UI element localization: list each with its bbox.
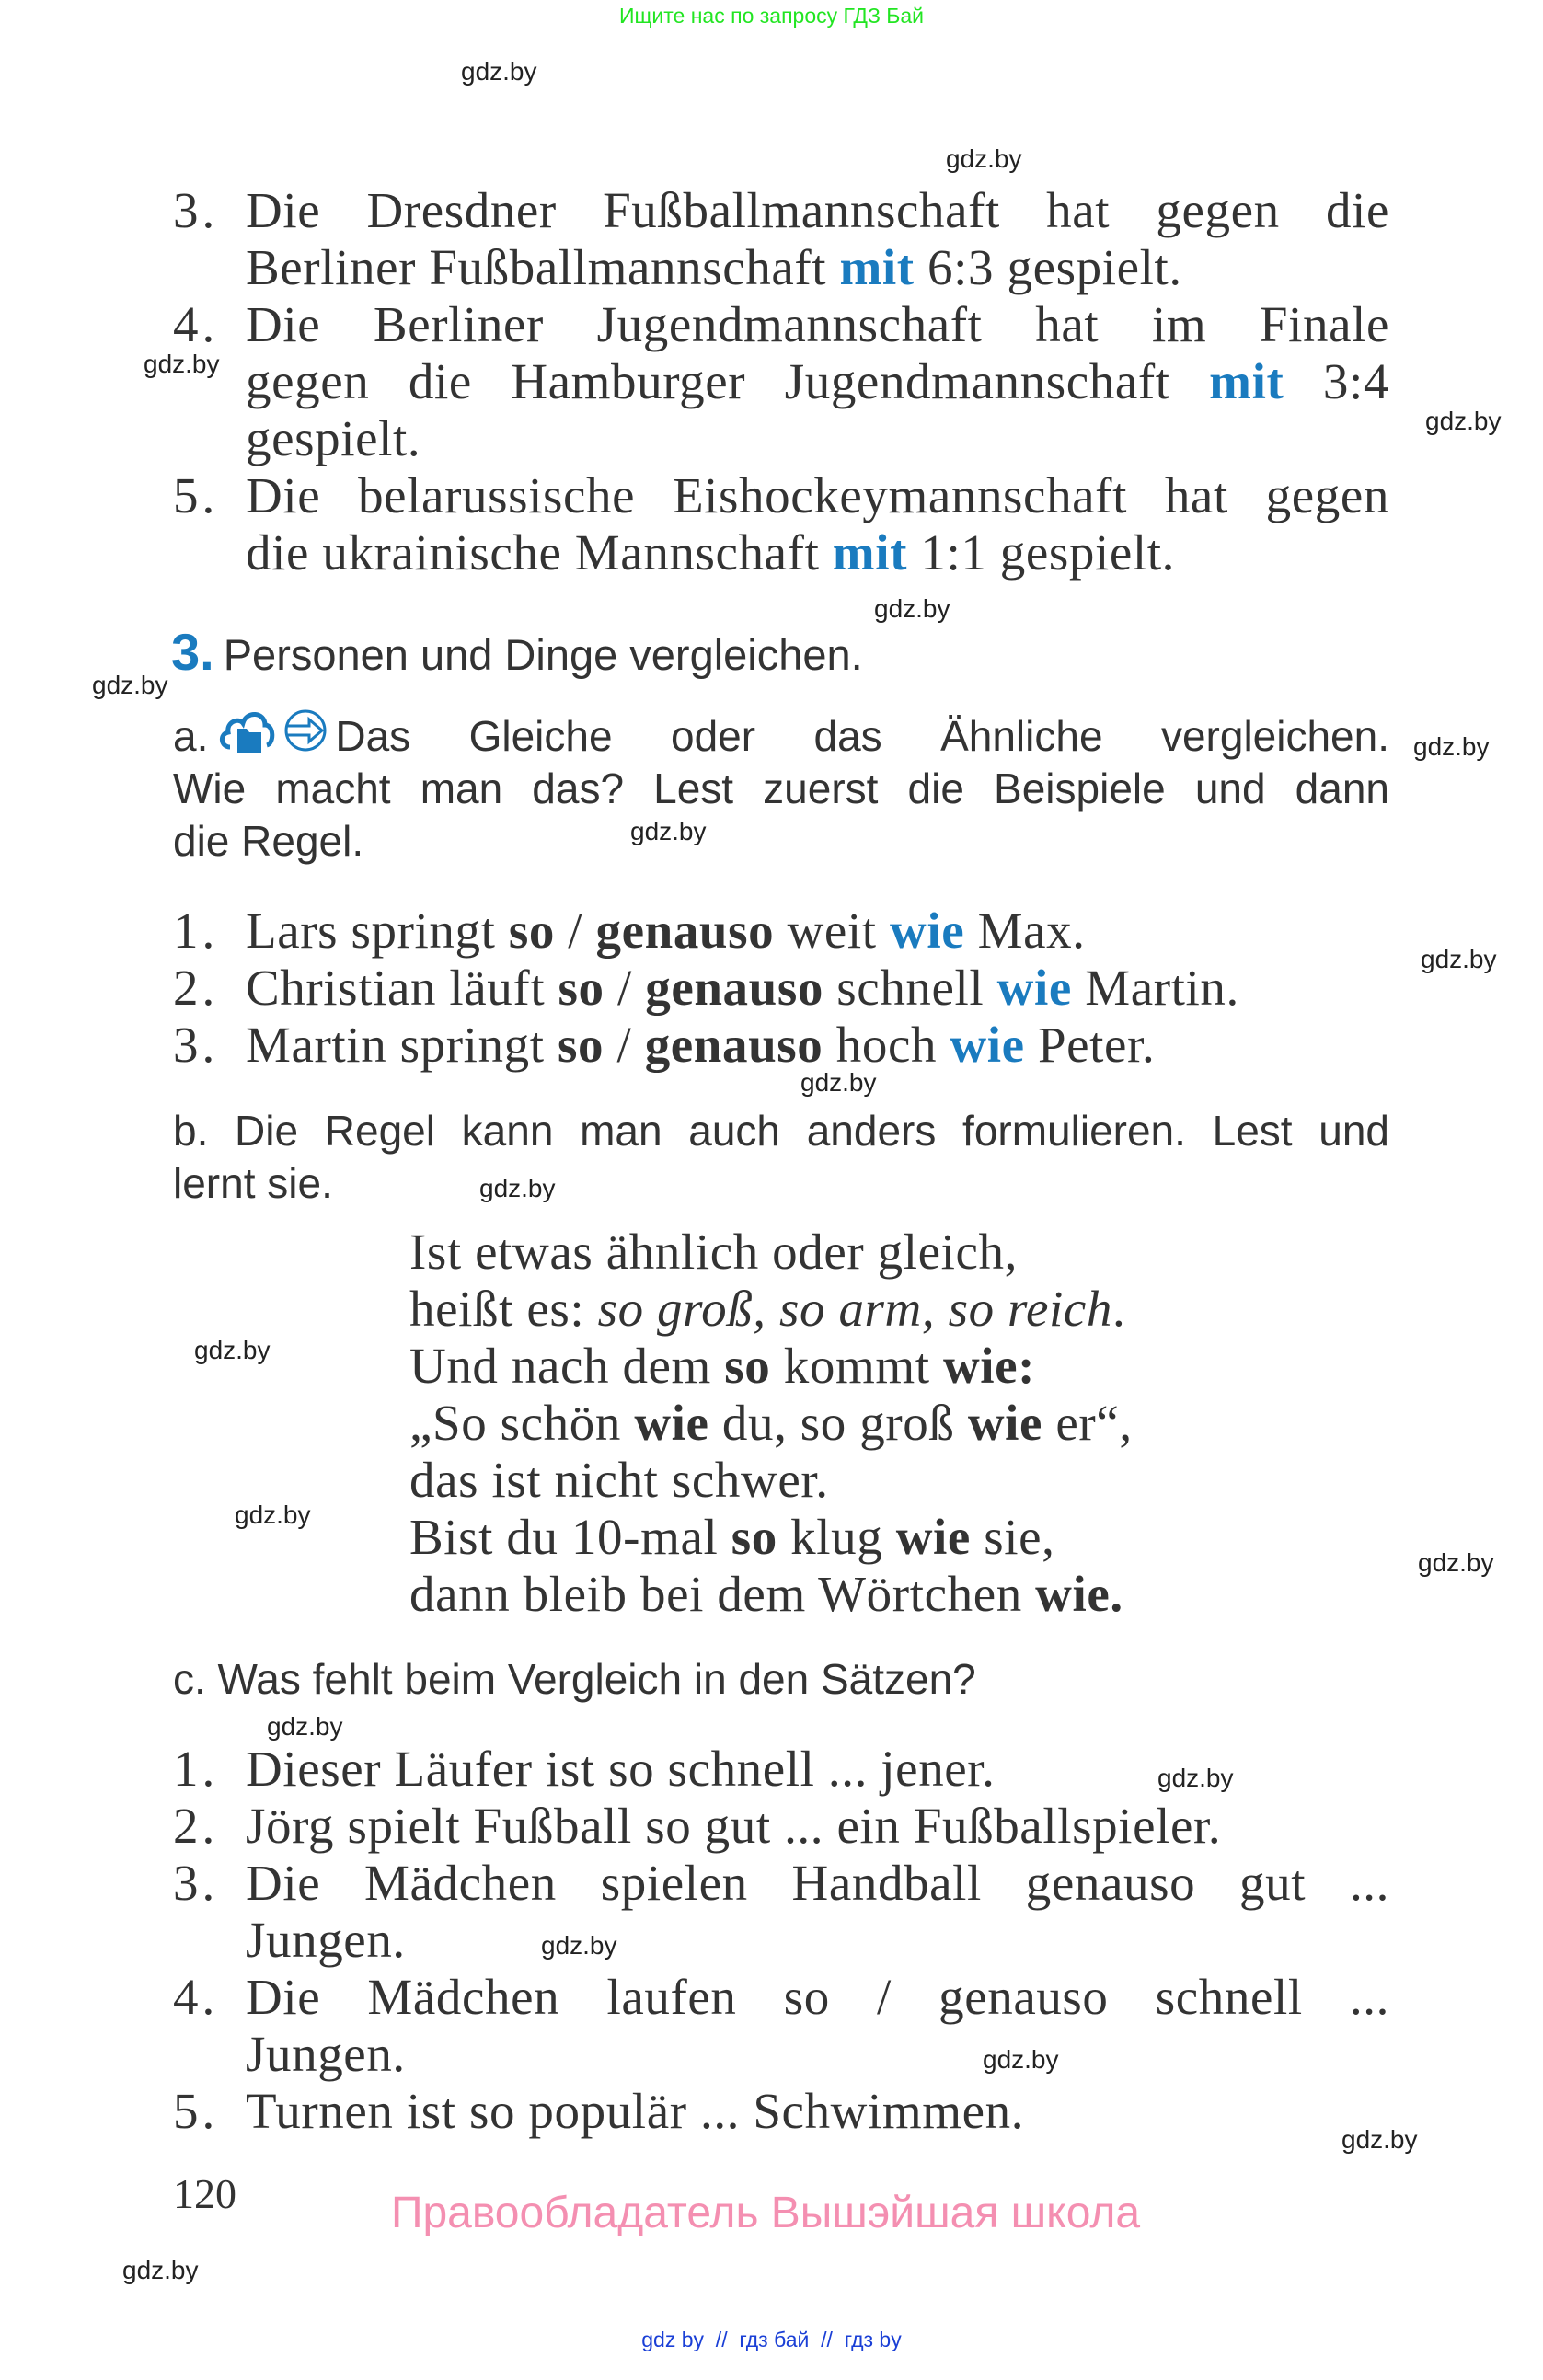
text-segment: Dieser Läufer ist so schnell ... jener. [246, 1741, 996, 1797]
item-number: 4. [173, 1969, 219, 2025]
text-segment: die ukrainische Mannschaft [246, 524, 833, 581]
highlight-word: wie [890, 903, 965, 959]
highlight-word: wie [996, 960, 1072, 1016]
watermark: gdz.by [1157, 1764, 1234, 1792]
watermark: gdz.by [194, 1336, 271, 1364]
line-text [246, 1969, 1389, 2026]
task-a-text: Das Gleiche oder das Ähnliche vergleichen. [335, 712, 1389, 760]
task-b-line: lernt sie. [173, 1159, 333, 1207]
cloud-folder-icon[interactable] [217, 707, 276, 766]
text-segment: heißt es: [409, 1281, 598, 1337]
text-segment: 1:1 gespielt. [907, 524, 1176, 581]
line-text [409, 1452, 1349, 1509]
text-line [173, 1969, 1389, 2026]
watermark: gdz.by [267, 1712, 343, 1741]
item-number: 2. [173, 1798, 219, 1854]
text-segment: Die Berliner Jugendmannschaft hat im Finale [246, 296, 1389, 352]
text-line [173, 410, 1389, 467]
item-number: 5. [173, 2083, 219, 2139]
circle-arrow-icon[interactable] [283, 708, 328, 765]
task-c [173, 1653, 1389, 1706]
watermark: gdz.by [1341, 2125, 1418, 2154]
text-segment: / [604, 1017, 645, 1073]
text-segment: Martin springt [246, 1017, 558, 1073]
line-text [246, 960, 1389, 1017]
watermark: gdz.by [92, 671, 168, 699]
bold-word: so [731, 1509, 777, 1565]
task-b [173, 1105, 1389, 1210]
task-a-line [173, 710, 1389, 763]
text-segment: Ist etwas ähnlich oder gleich, [409, 1224, 1018, 1280]
watermark: gdz.by [1418, 1548, 1494, 1577]
text-segment: Jungen. [246, 2026, 406, 2082]
task-a-line: die Regel. [173, 817, 364, 865]
text-segment: / [604, 960, 646, 1016]
text-segment: weit [774, 903, 891, 959]
watermark: gdz.by [479, 1174, 556, 1202]
text-line [173, 296, 1389, 353]
copyright-notice: Правообладатель Вышэйшая школа [390, 2189, 1141, 2237]
text-segment: Jörg spielt Fußball so gut ... ein Fußballspieler. [246, 1798, 1222, 1854]
item-number: 5. [173, 467, 219, 523]
line-text [246, 524, 1389, 581]
line-text [409, 1509, 1349, 1566]
watermark: gdz.by [1413, 732, 1490, 761]
text-segment: Berliner Fußballmannschaft [246, 239, 840, 295]
watermark: gdz.by [983, 2045, 1059, 2074]
line-text [409, 1338, 1349, 1395]
bold-word: wie. [1035, 1566, 1123, 1622]
text-line [173, 903, 1389, 960]
page-number: 120 [173, 2170, 236, 2217]
text-segment: Peter. [1024, 1017, 1156, 1073]
line-text [246, 182, 1389, 239]
line-text [246, 2083, 1389, 2140]
text-segment: Die Mädchen spielen Handball genauso gut ... [246, 1855, 1389, 1911]
highlight-word: mit [839, 239, 915, 295]
exercise-c-list [173, 1741, 1389, 2140]
item-number: 3. [173, 1855, 219, 1911]
italic-text: so groß, so arm, so reich [597, 1281, 1112, 1337]
line-text [246, 467, 1389, 524]
watermark: gdz.by [1421, 945, 1497, 973]
watermark: gdz.by [144, 350, 220, 378]
line-text [246, 2026, 1389, 2083]
text-segment: das ist nicht schwer. [409, 1452, 829, 1508]
examples-list [173, 903, 1389, 1074]
line-text [246, 296, 1389, 353]
bold-word: so [724, 1338, 771, 1394]
line-text [409, 1566, 1349, 1623]
text-segment: / [554, 903, 596, 959]
bold-word: so [508, 903, 555, 959]
text-segment: Lars springt [246, 903, 509, 959]
line-text [409, 1395, 1349, 1452]
item-number: 4. [173, 296, 219, 352]
line-text [409, 1281, 1349, 1338]
text-line [337, 1509, 1349, 1566]
text-segment: Die Mädchen laufen so / genauso schnell ... [246, 1969, 1389, 2025]
text-segment: dann bleib bei dem Wörtchen [409, 1566, 1036, 1622]
text-segment: gespielt. [246, 410, 421, 466]
text-line [173, 1798, 1389, 1855]
header-search-hint[interactable]: Ищите нас по запросу ГДЗ Бай [618, 4, 925, 28]
watermark: gdz.by [1425, 407, 1502, 435]
text-line [337, 1338, 1349, 1395]
bold-word: wie: [942, 1338, 1036, 1394]
item-number: 2. [173, 960, 219, 1016]
text-line [173, 182, 1389, 239]
text-line [173, 467, 1389, 524]
watermark: gdz.by [874, 594, 950, 623]
watermark: gdz.by [946, 144, 1022, 173]
text-line [173, 524, 1389, 581]
text-segment: gegen die Hamburger Jugendmannschaft [246, 353, 1210, 409]
text-segment: Die belarussische Eishockeymannschaft hat gegen [246, 467, 1389, 523]
text-segment: Die Dresdner Fußballmannschaft hat gegen die [246, 182, 1389, 238]
text-segment: „So schön [409, 1395, 635, 1451]
watermark: gdz.by [541, 1931, 617, 1960]
text-segment: Martin. [1071, 960, 1239, 1016]
bold-word: wie [967, 1395, 1043, 1451]
line-text [246, 1855, 1389, 1912]
text-segment: Bist du 10-mal [409, 1509, 731, 1565]
text-line [337, 1395, 1349, 1452]
task-b-line: b. Die Regel kann man auch anders formulieren. Lest und [173, 1107, 1389, 1155]
text-line [173, 1855, 1389, 1912]
watermark: gdz.by [122, 2256, 199, 2284]
text-segment: hoch [823, 1017, 950, 1073]
task-a-line: Wie macht man das? Lest zuerst die Beispiele und dann [173, 765, 1389, 812]
line-text [246, 410, 1389, 467]
bold-word: wie [895, 1509, 971, 1565]
line-text [409, 1224, 1349, 1281]
line-text [246, 239, 1389, 296]
bold-word: so [558, 960, 605, 1016]
bold-word: so [557, 1017, 605, 1073]
bold-word: wie [634, 1395, 709, 1451]
text-segment: Und nach dem [409, 1338, 725, 1394]
poem [337, 1224, 1349, 1623]
footer-links[interactable]: gdz by // гдз бай // гдз by [641, 2328, 902, 2351]
text-segment: sie, [970, 1509, 1055, 1565]
watermark: gdz.by [461, 57, 537, 86]
text-line [173, 960, 1389, 1017]
item-number: 3. [173, 182, 219, 238]
watermark: gdz.by [235, 1500, 311, 1529]
text-segment: Jungen. [246, 1912, 406, 1968]
exercise-heading [171, 622, 863, 682]
sentences-top [173, 182, 1389, 581]
line-text [246, 1017, 1389, 1074]
bold-word: genauso [644, 1017, 823, 1073]
item-number: 1. [173, 903, 219, 959]
line-text [246, 1798, 1389, 1855]
task-a-label: a. [173, 712, 209, 760]
text-line [173, 1017, 1389, 1074]
task-a [173, 710, 1389, 868]
line-text [246, 903, 1389, 960]
text-segment: 3:4 [1284, 353, 1389, 409]
text-line [173, 2083, 1389, 2140]
text-line [337, 1224, 1349, 1281]
text-line [337, 1566, 1349, 1623]
text-segment: kommt [770, 1338, 943, 1394]
task-c-title: c. Was fehlt beim Vergleich in den Sätzen? [173, 1655, 976, 1703]
highlight-word: mit [1209, 353, 1284, 409]
line-text [246, 353, 1389, 410]
text-segment: . [1112, 1281, 1126, 1337]
highlight-word: wie [950, 1017, 1025, 1073]
text-segment: du, so groß [708, 1395, 968, 1451]
text-line [337, 1281, 1349, 1338]
text-segment: Christian läuft [246, 960, 558, 1016]
exercise-number: 3. [171, 623, 214, 681]
item-number: 3. [173, 1017, 219, 1073]
text-line [173, 239, 1389, 296]
watermark: gdz.by [630, 817, 707, 845]
text-segment: er“, [1042, 1395, 1133, 1451]
exercise-title: Personen und Dinge vergleichen. [223, 630, 863, 679]
text-line [337, 1452, 1349, 1509]
highlight-word: mit [832, 524, 908, 581]
item-number: 1. [173, 1741, 219, 1797]
text-line [173, 1912, 1389, 1969]
text-segment: schnell [823, 960, 997, 1016]
text-segment: 6:3 gespielt. [914, 239, 1182, 295]
bold-word: genauso [595, 903, 775, 959]
line-text [246, 1912, 1389, 1969]
watermark: gdz.by [800, 1068, 877, 1097]
text-line [173, 2026, 1389, 2083]
text-segment: klug [777, 1509, 896, 1565]
text-segment: Max. [964, 903, 1086, 959]
bold-word: genauso [645, 960, 823, 1016]
text-line [173, 353, 1389, 410]
text-segment: Turnen ist so populär ... Schwimmen. [246, 2083, 1025, 2139]
